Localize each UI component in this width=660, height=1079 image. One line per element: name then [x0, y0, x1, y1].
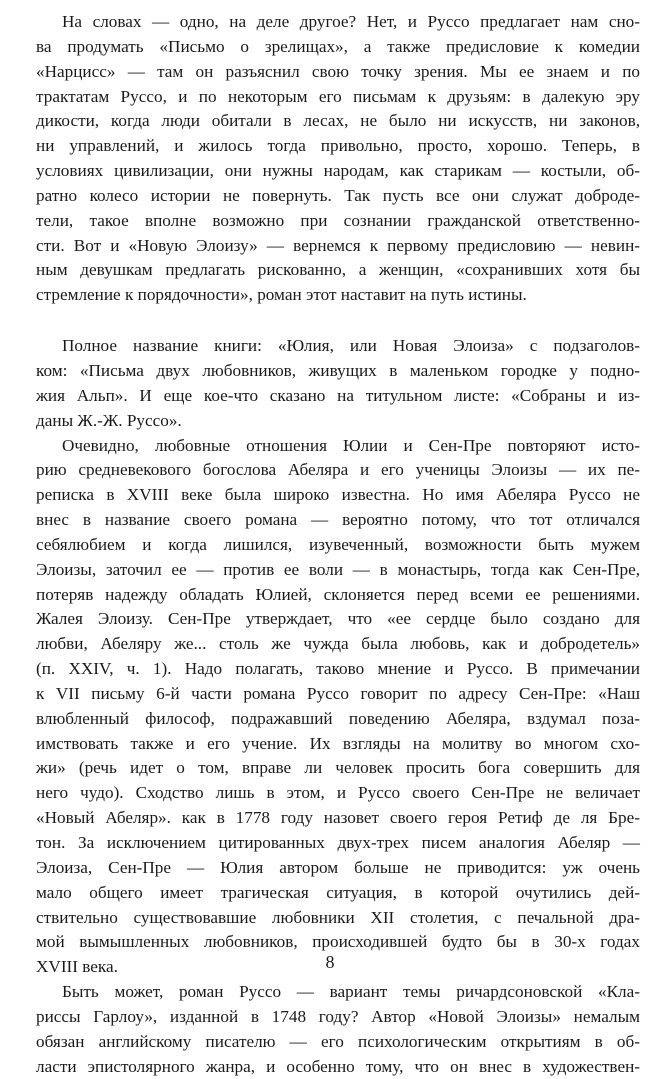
text-line: риссы Гарлоу», изданной в 1748 году? Автор «Новой Элоизы» немалым [36, 1006, 640, 1026]
page-number: 8 [325, 952, 335, 972]
text-line: ным девушкам предлагать рискованно, а женщин, «сохранивших хотя бы [36, 260, 640, 280]
text-line: себялюбием и когда лишился, изувеченный, возможности быть мужем [36, 534, 640, 554]
text-line: имствовать также и его учение. Их взгляды на молитву во многом схо- [36, 733, 640, 753]
text-line: реписка в XVIII веке была широко известна. Но имя Абеляра Руссо не [36, 485, 640, 505]
text-line: потеряв надежду обладать Юлией, склоняется перед всеми ее решениями. [36, 584, 640, 604]
text-line: мало общего имеет трагическая ситуация, в которой очутились дей- [36, 882, 640, 902]
text-line: трактатам Руссо, и по некоторым его письмам к друзьям: в далекую эру [36, 86, 640, 106]
paragraph-2 [36, 334, 640, 433]
text-line: На словах — одно, на деле другое? Нет, и Руссо предлагает нам сно- [62, 12, 640, 31]
text-line: «Новый Абеляр». как в 1778 году назовет своего героя Ретиф де ля Бре- [36, 808, 640, 828]
text-line: Жалея Элоизу. Сен-Пре утверждает, что «ее сердце было создано для [36, 609, 640, 629]
text-line: дикости, когда люди обитали в лесах, не было ни искусств, ни законов, [36, 111, 640, 131]
text-line: любви, Абеляру же... столь же чужда была любовь, как и добродетель» [36, 634, 640, 654]
text-line: Элоиза, Сен-Пре — Юлия автором больше не приводится: уж очень [36, 857, 640, 877]
paragraph-4 [36, 980, 640, 1079]
text-line: ратно колесо истории не повернуть. Так пусть все они служат доброде- [36, 185, 640, 205]
text-line: влюбленный философ, подражавший поведению Абеляра, вздумал поза- [36, 708, 640, 728]
text-line: ни управлений, и жилось тогда привольно, просто, хорошо. Теперь, в [36, 136, 640, 156]
paragraph-1 [36, 10, 640, 308]
text-line: сти. Вот и «Новую Элоизу» — вернемся к первому предисловию — невин- [36, 235, 640, 255]
text-line: Очевидно, любовные отношения Юлии и Сен-Пре повторяют исто- [62, 435, 640, 455]
text-line: тон. За исключением цитированных двух-трех писем аналогия Абеляр — [36, 833, 640, 852]
text-line: ком: «Письма двух любовников, живущих в маленьком городке у подно- [36, 360, 640, 380]
text-line: жия Альп». И еще кое-что сказано на титульном листе: «Собраны и из- [36, 385, 640, 405]
text-line: ласти эпистолярного жанра, и особенно тому, что он внес в художествен- [36, 1056, 640, 1076]
text-line: тели, такое вполне возможно при сознании гражданской ответственно- [36, 210, 640, 230]
text-line: условиях цивилизации, они нужны народам, как старикам — костыли, об- [36, 161, 640, 181]
text-line: Полное название книги: «Юлия, или Новая Элоиза» с подзаголов- [62, 336, 640, 356]
text-line: ствительно существовавшие любовники XII столетия, с печальной дра- [36, 907, 640, 927]
text-line: (п. XXIV, ч. 1). Надо полагать, таково мнение и Руссо. В примечании [36, 659, 640, 679]
text-line: Быть может, роман Руссо — вариант темы ричардсоновской «Кла- [62, 982, 640, 1002]
text-line: XVIII века. [36, 957, 118, 977]
text-column [36, 10, 640, 1079]
text-line: «Нарцисс» — там он разъяснил свою точку зрения. Мы ее знаем и по [36, 61, 640, 81]
text-line: рию средневекового богослова Абеляра и его ученицы Элоизы — их пе- [36, 460, 640, 480]
text-line: ва продумать «Письмо о зрелищах», а также предисловие к комедии [36, 36, 640, 56]
text-line: Элоизы, заточил ее — против ее воли — в монастырь, тогда как Сен-Пре, [36, 559, 640, 579]
text-line: обязан английскому писателю — его психологическим открытиям в об- [36, 1031, 640, 1051]
text-line: стремление к порядочности», роман этот наставит на путь истины. [36, 285, 527, 305]
text-line: даны Ж.-Ж. Руссо». [36, 410, 182, 430]
text-line: него чудо). Сходство лишь в этом, и Руссо своего Сен-Пре не величает [36, 783, 640, 803]
section-gap [36, 308, 640, 334]
text-line: внес в название своего романа — вероятно потому, что тот отличался [36, 510, 640, 530]
text-line: жи» (речь идет о том, вправе ли человек просить бога совершить для [36, 758, 640, 778]
text-line: к VII письму 6-й части романа Руссо говорит по адресу Сен-Пре: «Наш [36, 683, 640, 703]
text-line: мой вымышленных любовников, происходившей будто бы в 30-х годах [36, 932, 640, 952]
paragraph-3 [36, 434, 640, 981]
